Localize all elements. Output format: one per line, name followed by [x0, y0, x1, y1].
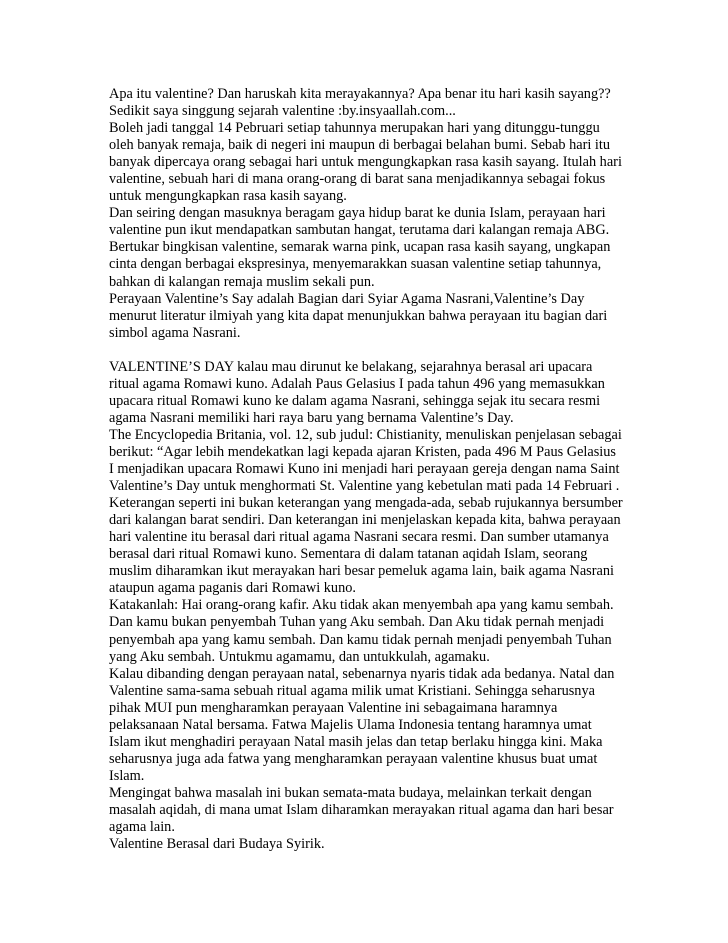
text-line: valentine pun ikut mendapatkan sambutan hangat, terutama dari kalangan remaja ABG.: [109, 222, 610, 239]
text-line: agama Nasrani memiliki hari raya baru yang bernama Valentine’s Day.: [109, 409, 514, 426]
paragraph-block-2: [109, 359, 629, 853]
paragraph-gap: [109, 342, 629, 359]
text-line: agama lain.: [109, 819, 175, 836]
text-line: banyak dipercaya orang sebagai hari untuk mengungkapkan rasa kasih sayang. Itulah hari: [109, 154, 622, 171]
text-line: pihak MUI pun mengharamkan perayaan Valentine ini sebagaimana haramnya: [109, 699, 558, 716]
text-line: muslim diharamkan ikut merayakan hari besar pemeluk agama lain, baik agama Nasrani: [109, 563, 614, 580]
text-line: oleh banyak remaja, baik di negeri ini maupun di berbagai belahan bumi. Sebab hari itu: [109, 137, 611, 154]
text-line: I menjadikan upacara Romawi Kuno ini menjadi hari perayaan gereja dengan nama Saint: [109, 461, 620, 478]
paragraph-block-1: [109, 86, 629, 342]
text-line: Dan kamu bukan penyembah Tuhan yang Aku sembah. Dan Aku tidak pernah menjadi: [109, 614, 605, 631]
text-line: ataupun agama paganis dari Romawi kuno.: [109, 580, 356, 597]
text-line: Valentine sama-sama sebuah ritual agama milik umat Kristiani. Sehingga seharusnya: [109, 682, 595, 699]
text-line: masalah aqidah, di mana umat Islam diharamkan merayakan ritual agama dan hari besar: [109, 801, 614, 818]
document-body: [109, 86, 629, 853]
text-line: ritual agama Romawi kuno. Adalah Paus Gelasius I pada tahun 496 yang memasukkan: [109, 375, 605, 392]
text-line: seharusnya juga ada fatwa yang mengharamkan perayaan valentine khusus buat umat: [109, 750, 598, 767]
text-line: Islam.: [109, 767, 145, 784]
text-line: Keterangan seperti ini bukan keterangan yang mengada-ada, sebab rujukannya bersumber: [109, 495, 623, 512]
text-line: pelaksanaan Natal bersama. Fatwa Majelis Ulama Indonesia tentang haramnya umat: [109, 716, 592, 733]
text-line: Apa itu valentine? Dan haruskah kita merayakannya? Apa benar itu hari kasih sayang??: [109, 86, 611, 102]
text-line: berasal dari ritual Romawi kuno. Sementara di dalam tatanan aqidah Islam, seorang: [109, 546, 588, 563]
text-line: berikut: “Agar lebih mendekatkan lagi kepada ajaran Kristen, pada 496 M Paus Gelasius: [109, 443, 616, 460]
text-line: untuk mengungkapkan rasa kasih sayang.: [109, 188, 347, 205]
text-line: Valentine Berasal dari Budaya Syirik.: [109, 836, 325, 853]
text-line: simbol agama Nasrani.: [109, 324, 241, 341]
text-line: Perayaan Valentine’s Say adalah Bagian dari Syiar Agama Nasrani,Valentine’s Day: [109, 290, 585, 307]
text-line: hari valentine itu berasal dari ritual agama Nasrani secara resmi. Dan sumber utamanya: [109, 529, 609, 546]
text-line: bahkan di kalangan remaja muslim sekali pun.: [109, 273, 375, 290]
text-line: Dan seiring dengan masuknya beragam gaya hidup barat ke dunia Islam, perayaan hari: [109, 205, 606, 222]
text-line: penyembah apa yang kamu sembah. Dan kamu tidak pernah menjadi penyembah Tuhan: [109, 631, 612, 648]
text-line: Boleh jadi tanggal 14 Pebruari setiap tahunnya merupakan hari yang ditunggu-tunggu: [109, 120, 600, 137]
text-line: upacara ritual Romawi kuno ke dalam agama Nasrani, sehingga sejak itu secara resmi: [109, 392, 601, 409]
text-line: Mengingat bahwa masalah ini bukan semata-mata budaya, melainkan terkait dengan: [109, 784, 592, 801]
text-line: cinta dengan berbagai ekspresinya, menyemarakkan suasan valentine setiap tahunnya,: [109, 256, 602, 273]
text-line: Valentine’s Day untuk menghormati St. Valentine yang kebetulan mati pada 14 Februari .: [109, 478, 620, 495]
text-line: Bertukar bingkisan valentine, semarak warna pink, ucapan rasa kasih sayang, ungkapan: [109, 239, 611, 256]
text-line: The Encyclopedia Britania, vol. 12, sub judul: Chistianity, menuliskan penjelasan sebagai: [109, 426, 622, 443]
text-line: VALENTINE’S DAY kalau mau dirunut ke belakang, sejarahnya berasal ari upacara: [109, 358, 593, 375]
text-line: menurut literatur ilmiyah yang kita dapat menunjukkan bahwa perayaan itu bagian dari: [109, 307, 608, 324]
text-line: dari kalangan barat sendiri. Dan keterangan ini menjelaskan kepada kita, bahwa perayaan: [109, 512, 621, 529]
text-line: Katakanlah: Hai orang-orang kafir. Aku tidak akan menyembah apa yang kamu sembah.: [109, 597, 614, 614]
text-line: Islam ikut menghadiri perayaan Natal masih jelas dan tetap berlaku hingga kini. Maka: [109, 733, 603, 750]
text-line: yang Aku sembah. Untukmu agamamu, dan untukkulah, agamaku.: [109, 648, 490, 665]
text-line: Kalau dibanding dengan perayaan natal, sebenarnya nyaris tidak ada bedanya. Natal dan: [109, 665, 615, 682]
text-line: valentine, sebuah hari di mana orang-orang di barat sana menjadikannya sebagai fokus: [109, 171, 606, 188]
text-line: Sedikit saya singgung sejarah valentine :by.insyaallah.com...: [109, 103, 456, 120]
